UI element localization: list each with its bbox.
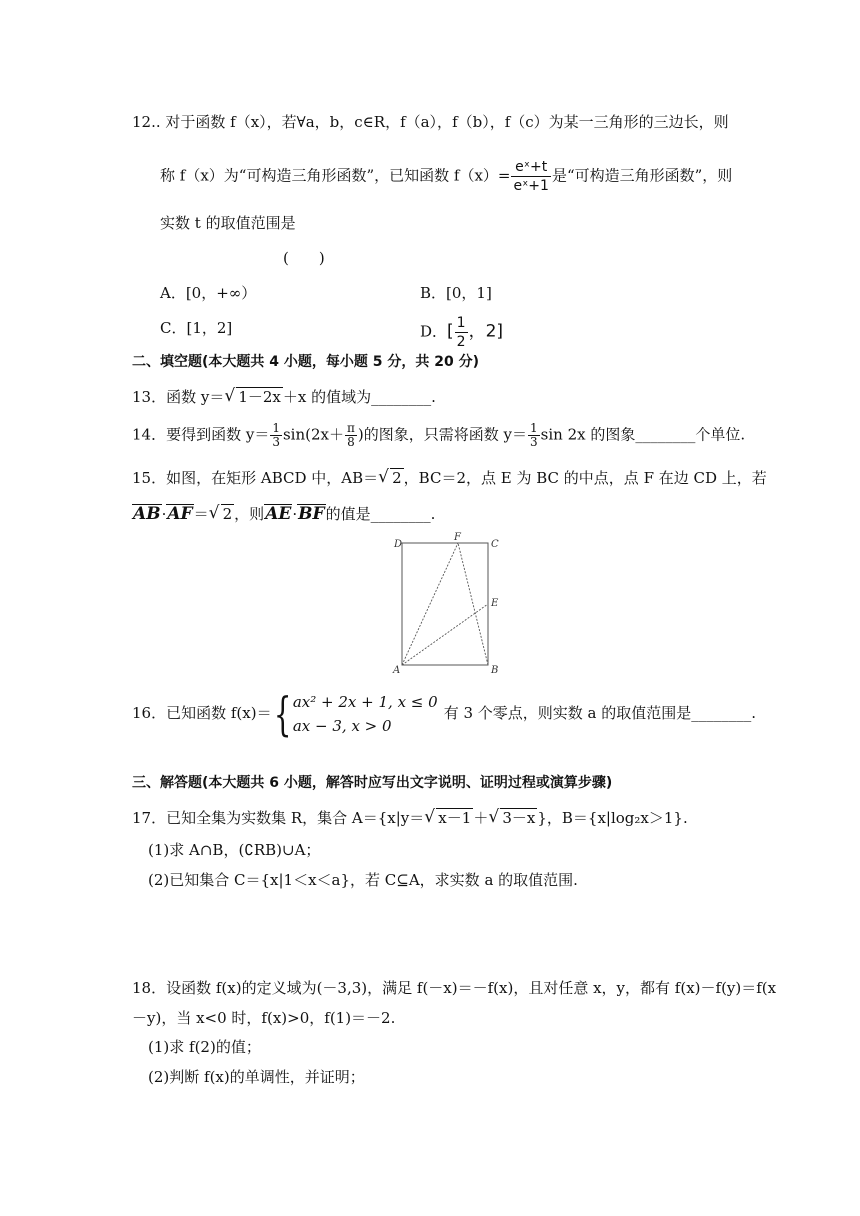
q12-option-d-fraction	[455, 314, 468, 351]
q12-frac-denominator: eˣ+1	[513, 178, 549, 194]
q14-frac-1	[270, 422, 282, 449]
q15-then: ，则	[234, 505, 265, 523]
q12-frac-numerator: eˣ+t	[511, 158, 550, 177]
q17-radicand-2: 3－x	[502, 809, 536, 827]
q18-sub1: (1)求 f(2)的值；	[148, 1038, 261, 1056]
q14-frac-1-num: 1	[272, 421, 280, 435]
q12-option-a: A．[0，+∞）	[160, 284, 257, 302]
q14-frac-3-den: 3	[530, 435, 538, 449]
figure-label-d: D	[394, 539, 403, 550]
q15-radicand: 2	[392, 469, 402, 487]
q12-line3: 实数 t 的取值范围是	[160, 214, 296, 232]
q17-radicand-1: x－1	[438, 809, 472, 827]
section3-title: 三、解答题(本大题共 6 小题，解答时应写出文字说明、证明过程或演算步骤)	[132, 775, 613, 791]
q16	[132, 687, 757, 741]
q15-sqrt	[378, 468, 404, 488]
q12-option-d-num: 1	[456, 315, 466, 331]
q17-sub1: (1)求 A∩B，(∁RB)∪A；	[148, 841, 321, 859]
q12-option-b: B．[0，1]	[420, 284, 492, 302]
q14	[132, 422, 745, 449]
q17-sqrt-2	[488, 808, 537, 828]
q13-radicand: 1－2x	[238, 388, 281, 406]
q16-case-2: ax − 3, x > 0	[292, 717, 392, 735]
q12-option-c: C．[1，2]	[160, 319, 233, 337]
q16-post: 有 3 个零点，则实数 a 的取值范围是________.	[443, 704, 757, 722]
q14-frac-2-den: 8	[347, 435, 355, 449]
q14-frac-3	[528, 422, 540, 449]
q12-line2-text-a: 称 f（x）为“可构造三角形函数”，已知函数 f（x）=	[160, 166, 511, 185]
rectangle-figure	[388, 532, 508, 678]
q16-pre: 16．已知函数 f(x)＝	[132, 704, 272, 722]
figure-label-e: E	[491, 598, 499, 609]
q16-cases	[293, 690, 438, 738]
q14-frac-2-num: π	[347, 421, 355, 435]
q15-sqrt-2	[209, 504, 235, 524]
figure-label-f: F	[454, 532, 461, 543]
q12-fraction	[511, 158, 550, 195]
q13-post: ＋x 的值域为________.	[282, 388, 436, 406]
figure-rectangle	[402, 543, 488, 665]
q15-line1-a: 15．如图，在矩形 ABCD 中，AB＝	[132, 469, 379, 487]
q15-vector-bf: BF	[298, 504, 325, 524]
q14-post: sin 2x 的图象________个单位.	[540, 425, 746, 444]
q14-mid1: sin(2x＋	[282, 425, 344, 444]
q14-frac-2	[345, 422, 357, 449]
q17-line1-a: 17．已知全集为实数集 R，集合 A＝{x|y＝	[132, 809, 425, 827]
q18-line2: －y)，当 x<0 时，f(x)>0，f(1)＝－2.	[132, 1009, 396, 1027]
q18-line1: 18．设函数 f(x)的定义域为(－3,3)，满足 f(－x)＝－f(x)，且对任意 x，y，都有 f(x)－f(y)＝f(x	[132, 979, 777, 997]
q15-radicand-2: 2	[222, 505, 233, 523]
q16-case-1: ax² + 2x + 1, x ≤ 0	[292, 693, 438, 711]
q15-post: 的值是________.	[325, 505, 436, 523]
figure-label-b: B	[491, 665, 499, 676]
q13-sqrt	[224, 387, 283, 407]
q12-option-d-rest: ，2]	[468, 321, 504, 342]
q14-pre: 14．要得到函数 y＝	[132, 425, 270, 444]
q15-eq: ＝	[193, 505, 209, 523]
figure-segment-af	[402, 543, 458, 665]
q13-pre: 13．函数 y＝	[132, 388, 225, 406]
q12-line2-text-b: 是“可构造三角形函数”，则	[551, 166, 733, 185]
q15-line1-b: ，BC＝2，点 E 为 BC 的中点，点 F 在边 CD 上，若	[403, 469, 767, 487]
q12-line2	[160, 158, 732, 195]
q12-option-d-label: D．	[420, 322, 448, 341]
q17-sqrt-1	[424, 808, 473, 828]
q15-dot-2: ·	[292, 505, 298, 523]
figure-label-c: C	[491, 539, 499, 550]
q15-vector-af: AF	[167, 504, 193, 524]
q14-mid2: )的图象，只需将函数 y＝	[357, 425, 527, 444]
q15-line2	[132, 504, 435, 524]
q12-option-d	[420, 314, 503, 351]
q13	[132, 387, 436, 407]
q17-sub2: (2)已知集合 C＝{x|1＜x＜a}，若 C⊆A，求实数 a 的取值范围.	[148, 871, 578, 889]
q18-sub2: (2)判断 f(x)的单调性，并证明；	[148, 1068, 365, 1086]
q15-dot-1: ·	[161, 505, 167, 523]
q12-option-d-den: 2	[456, 334, 466, 350]
figure-label-a: A	[393, 665, 401, 676]
q15-vector-ab: AB	[133, 504, 161, 524]
figure-segment-bf	[458, 543, 488, 665]
q17-plus: ＋	[473, 809, 489, 827]
q16-brace: {	[273, 687, 292, 741]
q12-answer-paren: ( )	[283, 249, 325, 267]
q15-line1	[132, 468, 767, 488]
q15-vector-ae: AE	[265, 504, 292, 524]
q14-frac-1-den: 3	[272, 435, 280, 449]
q12-option-d-open: [	[447, 321, 454, 342]
q17-line1-b: }，B＝{x|log₂x＞1}.	[537, 809, 688, 827]
q17-line1	[132, 808, 688, 828]
q14-frac-3-num: 1	[530, 421, 538, 435]
q12-line1: 12.. 对于函数 f（x），若∀a，b，c∈R，f（a），f（b），f（c）为某一三角形的三边长，则	[132, 113, 729, 131]
section2-title: 二、填空题(本大题共 4 小题，每小题 5 分，共 20 分)	[132, 354, 480, 370]
